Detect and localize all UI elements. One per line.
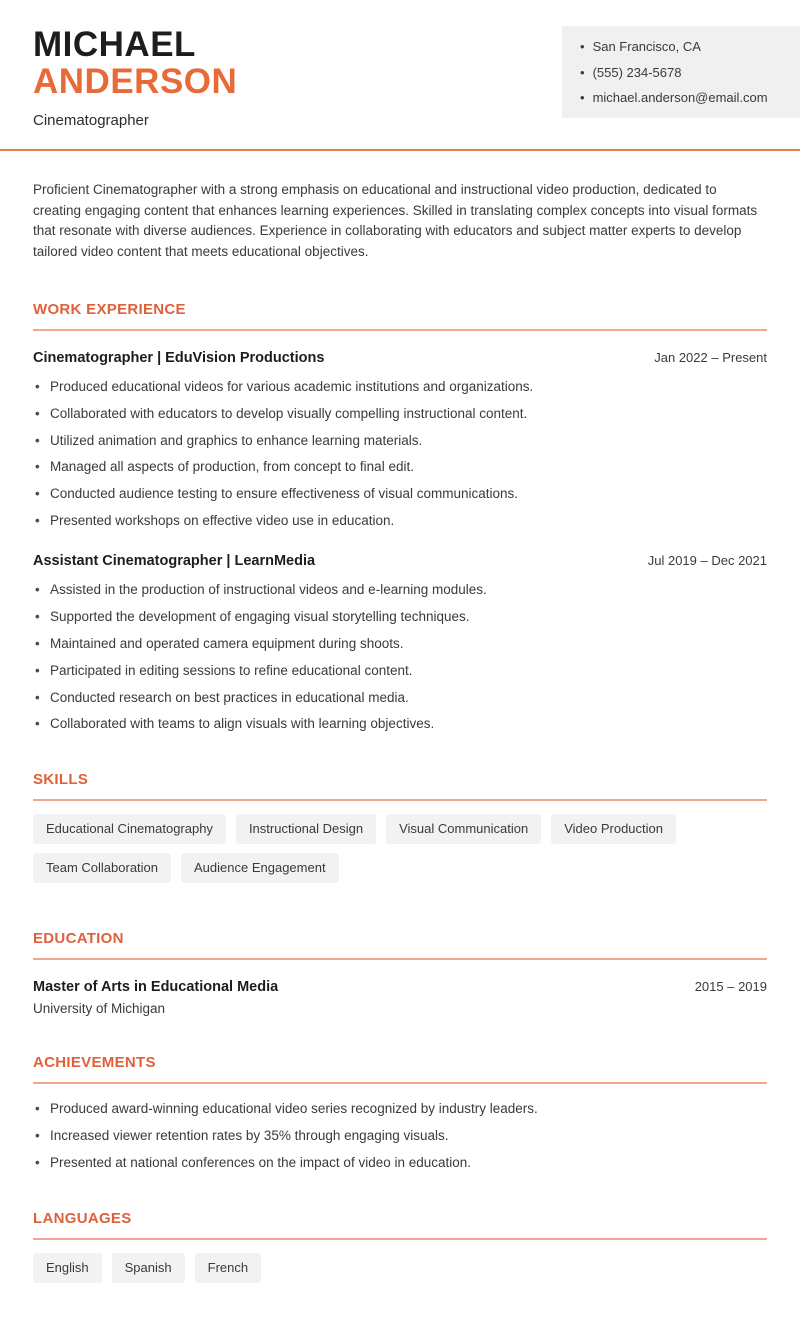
education-entry [33, 979, 767, 1016]
contact-phone-text: (555) 234-5678 [592, 64, 682, 80]
bullet-icon: • [580, 64, 585, 80]
contact-location [580, 39, 784, 55]
education-dates: 2015 – 2019 [694, 979, 767, 995]
bullet-item: • Maintained and operated camera equipment during shoots. [33, 636, 767, 653]
job-title: Cinematographer [33, 112, 149, 130]
education-header [33, 979, 767, 995]
bullet-item: • Produced educational videos for various academic institutions and organizations. [33, 379, 767, 396]
section-title-languages: LANGUAGES [33, 1210, 767, 1240]
bullet-item: • Participated in editing sessions to refine educational content. [33, 663, 767, 680]
bullet-item: • Conducted audience testing to ensure effectiveness of visual communications. [33, 486, 767, 503]
last-name: ANDERSON [33, 62, 238, 102]
bullet-item: • Produced award-winning educational video series recognized by industry leaders. [33, 1101, 767, 1118]
bullet-item: • Supported the development of engaging visual storytelling techniques. [33, 609, 767, 626]
contact-location-text: San Francisco, CA [592, 39, 701, 54]
bullet-item: • Collaborated with teams to align visuals with learning objectives. [33, 716, 767, 733]
contact-email[interactable] [580, 90, 784, 106]
full-name [33, 26, 237, 100]
job-header [33, 350, 767, 366]
skill-tag-list [33, 814, 767, 892]
section-education [33, 930, 767, 1016]
contact-phone [580, 65, 784, 81]
section-title-work-experience: WORK EXPERIENCE [33, 301, 767, 331]
resume-header [33, 26, 767, 129]
section-languages [33, 1210, 767, 1292]
section-title-skills: SKILLS [33, 771, 767, 801]
name-block [33, 26, 237, 129]
summary-text: Proficient Cinematographer with a strong emphasis on educational and instructional video production, dedicated to creating engaging content that enhances learning experiences. Skilled in translating complex concepts into visual formats that resonate with diverse audiences. Experience in collaborating with educators and subject matter experts to develop tailored video content that meets educational objectives. [33, 182, 758, 260]
job-dates: Jul 2019 – Dec 2021 [647, 553, 767, 568]
skill-tag: Audience Engagement [181, 853, 339, 883]
skill-tag: Team Collaboration [33, 853, 171, 883]
school-name: University of Michigan [33, 1001, 166, 1017]
job-title-company: Cinematographer | EduVision Productions [33, 349, 325, 366]
section-title-achievements: ACHIEVEMENTS [33, 1054, 767, 1084]
skill-tag: Video Production [551, 814, 676, 844]
achievement-list [33, 1101, 767, 1172]
skill-tag: Educational Cinematography [33, 814, 226, 844]
bullet-icon: • [580, 39, 585, 54]
section-skills [33, 771, 767, 892]
bullet-item: • Managed all aspects of production, from concept to final edit. [33, 459, 767, 476]
language-tag: French [195, 1253, 261, 1283]
contact-email-text: michael.anderson@email.com [592, 90, 768, 106]
bullet-item: • Presented at national conferences on the impact of video in education. [33, 1155, 767, 1172]
job-dates: Jan 2022 – Present [654, 349, 767, 365]
bullet-item: • Presented workshops on effective video use in education. [33, 513, 767, 530]
language-tag-list [33, 1253, 767, 1292]
job-entry [33, 350, 767, 530]
job-bullet-list [33, 582, 767, 733]
language-tag: Spanish [112, 1253, 185, 1283]
section-work-experience [33, 301, 767, 734]
bullet-item: • Collaborated with educators to develop visually compelling instructional content. [33, 406, 767, 423]
bullet-item: • Increased viewer retention rates by 35% through engaging visuals. [33, 1128, 767, 1145]
job-bullet-list [33, 379, 767, 530]
job-header [33, 553, 767, 569]
skill-tag: Visual Communication [386, 814, 541, 844]
first-name: MICHAEL [33, 25, 196, 64]
language-tag: English [33, 1253, 102, 1283]
bullet-item: • Assisted in the production of instructional videos and e-learning modules. [33, 582, 767, 599]
degree-title: Master of Arts in Educational Media [33, 979, 279, 996]
job-entry [33, 553, 767, 733]
bullet-item: • Utilized animation and graphics to enhance learning materials. [33, 433, 767, 450]
bullet-item: • Conducted research on best practices in educational media. [33, 690, 767, 707]
skill-tag: Instructional Design [236, 814, 376, 844]
header-divider [0, 149, 800, 151]
job-title-company: Assistant Cinematographer | LearnMedia [33, 553, 316, 569]
bullet-icon: • [580, 90, 585, 106]
section-title-education: EDUCATION [33, 930, 767, 960]
contact-card [562, 26, 800, 118]
section-achievements [33, 1054, 767, 1172]
